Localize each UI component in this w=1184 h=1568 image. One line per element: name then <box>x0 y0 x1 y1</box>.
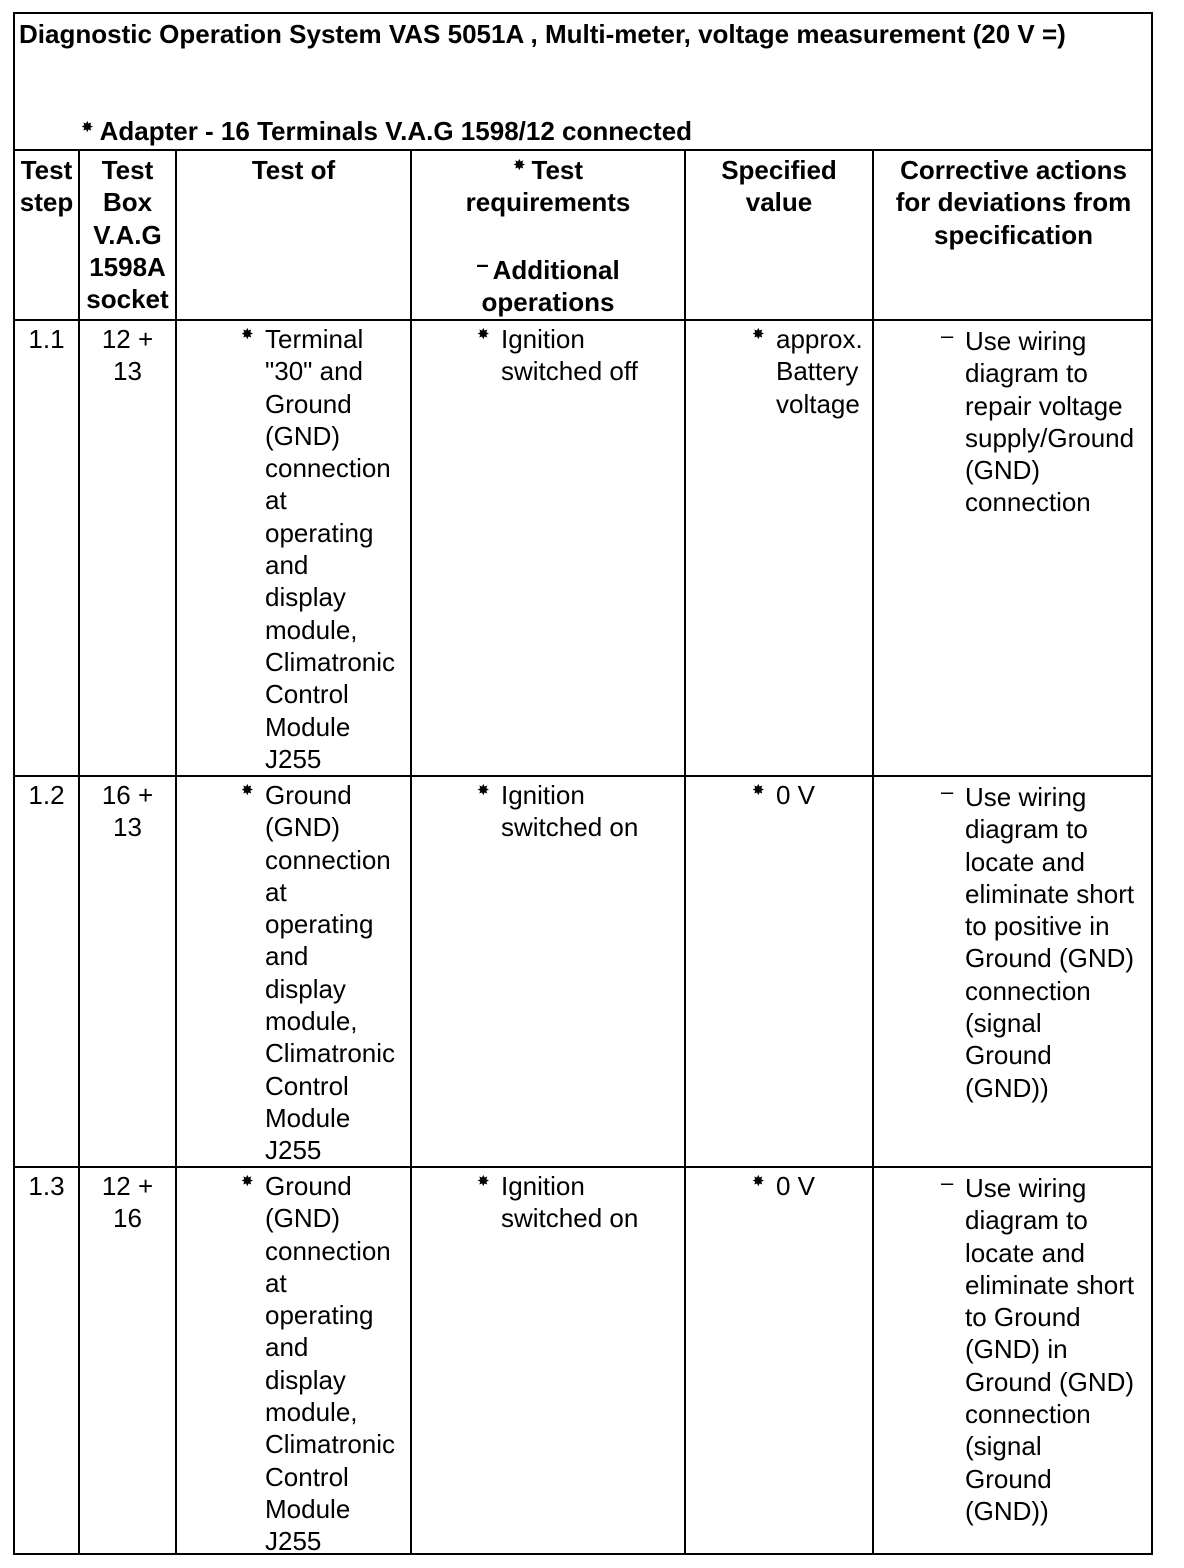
cell-corrective-action <box>941 325 1153 519</box>
cell-socket: 16 + 13 <box>101 780 154 843</box>
row-divider <box>15 775 1151 777</box>
header-test-step: Test step <box>19 155 74 218</box>
cell-specified-value <box>752 323 872 420</box>
cell-test-step: 1.2 <box>28 780 65 810</box>
asterisk-bullet-icon: ✸ <box>752 1173 765 1190</box>
asterisk-bullet-icon: ✸ <box>512 157 526 174</box>
column-divider <box>872 151 874 1553</box>
header-test-of: Test of <box>251 155 336 185</box>
table-banner <box>15 14 1151 151</box>
header-requirements: ✸ Test requirements – Additional operations <box>465 155 631 317</box>
asterisk-bullet-icon: ✸ <box>477 1173 490 1190</box>
row-divider <box>15 1166 1151 1168</box>
cell-test-of-text: Terminal "30" and Ground (GND) connection at operating and display module, Climatronic Control Module J255 <box>265 324 396 774</box>
cell-specified-value-text: 0 V <box>776 780 816 810</box>
asterisk-bullet-icon: ✸ <box>477 782 490 799</box>
cell-requirement-text: Ignition switched on <box>501 1171 639 1234</box>
cell-requirement <box>477 1170 682 1235</box>
cell-corrective-action-text: Use wiring diagram to repair voltage supply/Ground (GND) connection <box>965 326 1135 518</box>
asterisk-bullet-icon: ✸ <box>752 782 765 799</box>
cell-requirement-text: Ignition switched off <box>501 324 638 387</box>
dash-bullet-icon: – <box>476 251 489 277</box>
header-socket: Test Box V.A.G 1598A socket <box>86 155 169 315</box>
asterisk-bullet-icon: ✸ <box>241 782 254 799</box>
cell-test-step: 1.1 <box>28 324 65 354</box>
cell-requirement-text: Ignition switched on <box>501 780 639 843</box>
cell-specified-value <box>752 779 872 811</box>
dash-bullet-icon: – <box>941 323 954 348</box>
cell-specified-value-text: approx. Battery voltage <box>776 324 863 419</box>
header-corrective-actions: Corrective actions for deviations from specification <box>895 155 1132 250</box>
row-divider <box>15 319 1151 321</box>
document-title: Diagnostic Operation System VAS 5051A , Multi-meter, voltage measurement (20 V =) <box>19 19 1066 49</box>
asterisk-bullet-icon: ✸ <box>241 326 254 343</box>
prerequisite-item <box>81 116 692 146</box>
cell-test-of <box>241 779 413 1167</box>
cell-test-of <box>241 323 413 775</box>
test-table <box>13 12 1153 1555</box>
header-specified-value: Specified value <box>721 155 837 218</box>
cell-corrective-action <box>941 781 1153 1104</box>
column-divider <box>684 151 686 1553</box>
asterisk-bullet-icon: ✸ <box>81 119 94 136</box>
cell-specified-value <box>752 1170 872 1202</box>
cell-corrective-action-text: Use wiring diagram to locate and eliminate short to positive in Ground (GND) connection (signal Ground (GND)) <box>965 782 1135 1103</box>
cell-requirement <box>477 323 682 388</box>
cell-corrective-action-text: Use wiring diagram to locate and eliminate short to Ground (GND) in Ground (GND) connection (signal Ground (GND)) <box>965 1173 1135 1526</box>
cell-test-of-text: Ground (GND) connection at operating and display module, Climatronic Control Module J255 <box>265 1171 396 1557</box>
cell-requirement <box>477 779 682 844</box>
asterisk-bullet-icon: ✸ <box>752 326 765 343</box>
cell-socket: 12 + 13 <box>101 324 154 387</box>
column-divider <box>175 151 177 1553</box>
cell-corrective-action <box>941 1172 1153 1527</box>
prerequisite-text: Adapter - 16 Terminals V.A.G 1598/12 connected <box>99 116 693 146</box>
cell-test-of <box>241 1170 413 1558</box>
asterisk-bullet-icon: ✸ <box>477 326 490 343</box>
asterisk-bullet-icon: ✸ <box>241 1173 254 1190</box>
cell-socket: 12 + 16 <box>101 1171 154 1234</box>
dash-bullet-icon: – <box>941 1170 954 1195</box>
cell-test-of-text: Ground (GND) connection at operating and display module, Climatronic Control Module J255 <box>265 780 396 1166</box>
dash-bullet-icon: – <box>941 779 954 804</box>
cell-specified-value-text: 0 V <box>776 1171 816 1201</box>
cell-test-step: 1.3 <box>28 1171 65 1201</box>
